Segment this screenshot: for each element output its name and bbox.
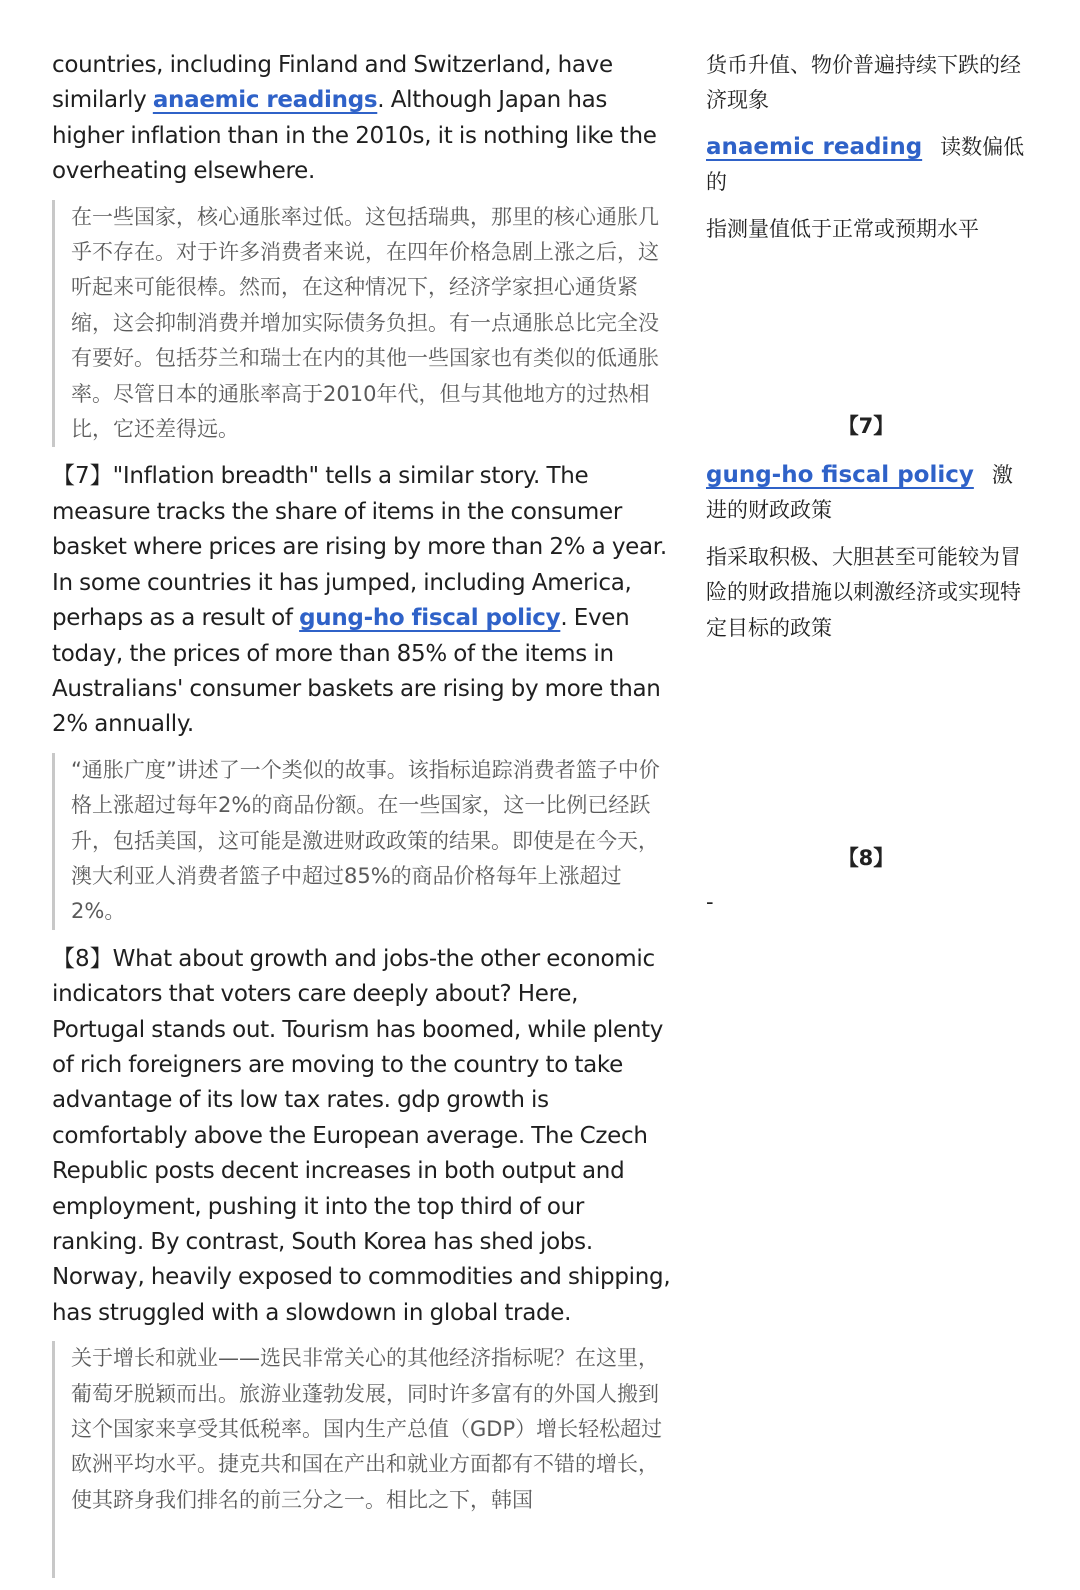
- paragraph-text: What about growth and jobs-the other economic indicators that voters care deeply about? Here, Portugal stands out. Tourism has boomed, while plenty of rich foreigners are moving to the country to take advantage of its low tax rates. gdp growth is comfortably above the European average. The Czech Republic posts decent increases in both output and employment, pushing it into the top third of our ranking. By contrast, South Korea has shed jobs. Norway, heavily exposed to commodities and shipping, has struggled with a slowdown in global trade.: [52, 945, 671, 1326]
- glossary-entry-anaemic-reading: [706, 130, 1026, 247]
- paragraph-8-translation: 关于增长和就业——选民非常关心的其他经济指标呢？在这里，葡萄牙脱颖而出。旅游业蓬勃发展，同时许多富有的外国人搬到这个国家来享受其低税率。国内生产总值（GDP）增长轻松超过欧洲平均水平。捷克共和国在产出和就业方面都有不错的增长，使其跻身我们排名的前三分之一。相比之下，韩国: [52, 1341, 672, 1578]
- gung-ho-fiscal-policy-link[interactable]: gung-ho fiscal policy: [299, 605, 561, 632]
- article-column: [52, 48, 672, 1590]
- paragraph-7-english: [52, 459, 672, 742]
- anaemic-readings-link[interactable]: anaemic readings: [152, 87, 378, 114]
- paragraph-text: . Even today, the prices of more than 85% of the items in Australians' consumer baskets are rising by more than 2% annually.: [52, 605, 661, 738]
- paragraph-text: countries, including Finland and Switzerland, have similarly: [52, 52, 613, 114]
- glossary-entry-gung-ho: [706, 458, 1026, 646]
- glossary-term-anaemic-reading[interactable]: anaemic reading: [706, 133, 923, 160]
- empty-gloss-placeholder: -: [706, 890, 714, 914]
- paragraph-6-english: [52, 48, 672, 190]
- glossary-column: [706, 48, 1026, 914]
- section-marker-7: 【7】: [837, 414, 895, 438]
- glossary-definition: 指采取积极、大胆甚至可能较为冒险的财政措施以刺激经济或实现特定目标的政策: [706, 544, 1021, 640]
- glossary-term-row: [706, 130, 1026, 201]
- section-marker-8: 【8】: [837, 846, 895, 870]
- paragraph-8-english: [52, 942, 672, 1331]
- glossary-translation: 读数偏低的: [706, 134, 1025, 195]
- glossary-definition: 指测量值低于正常或预期水平: [706, 216, 979, 241]
- glossary-term-row: [706, 458, 1026, 529]
- paragraph-7-translation: “通胀广度”讲述了一个类似的故事。该指标追踪消费者篮子中价格上涨超过每年2%的商品份额。在一些国家，这一比例已经跃升，包括美国，这可能是激进财政政策的结果。即使是在今天，澳大利亚人消费者篮子中超过85%的商品价格每年上涨超过2%。: [52, 753, 672, 930]
- paragraph-text: "Inflation breadth" tells a similar story. The measure tracks the share of items in the consumer basket where prices are rising by more than 2% a year. In some countries it has jumped, including America, perhaps as a result of: [52, 463, 667, 632]
- paragraph-text: . Although Japan has higher inflation than in the 2010s, it is nothing like the overheating elsewhere.: [52, 87, 657, 185]
- glossary-translation: 激进的财政政策: [706, 463, 1013, 523]
- paragraph-number: 【7】: [52, 463, 113, 490]
- paragraph-number: 【8】: [52, 945, 113, 972]
- glossary-term-gung-ho-fiscal-policy[interactable]: gung-ho fiscal policy: [706, 462, 974, 488]
- paragraph-6-translation: 在一些国家，核心通胀率过低。这包括瑞典，那里的核心通胀几乎不存在。对于许多消费者来说，在四年价格急剧上涨之后，这听起来可能很棒。然而，在这种情况下，经济学家担心通货紧缩，这会抑制消费并增加实际债务负担。有一点通胀总比完全没有要好。包括芬兰和瑞士在内的其他一些国家也有类似的低通胀率。尽管日本的通胀率高于2010年代，但与其他地方的过热相比，它还差得远。: [52, 200, 672, 448]
- deflation-definition-tail: 货币升值、物价普遍持续下跌的经济现象: [706, 53, 1021, 113]
